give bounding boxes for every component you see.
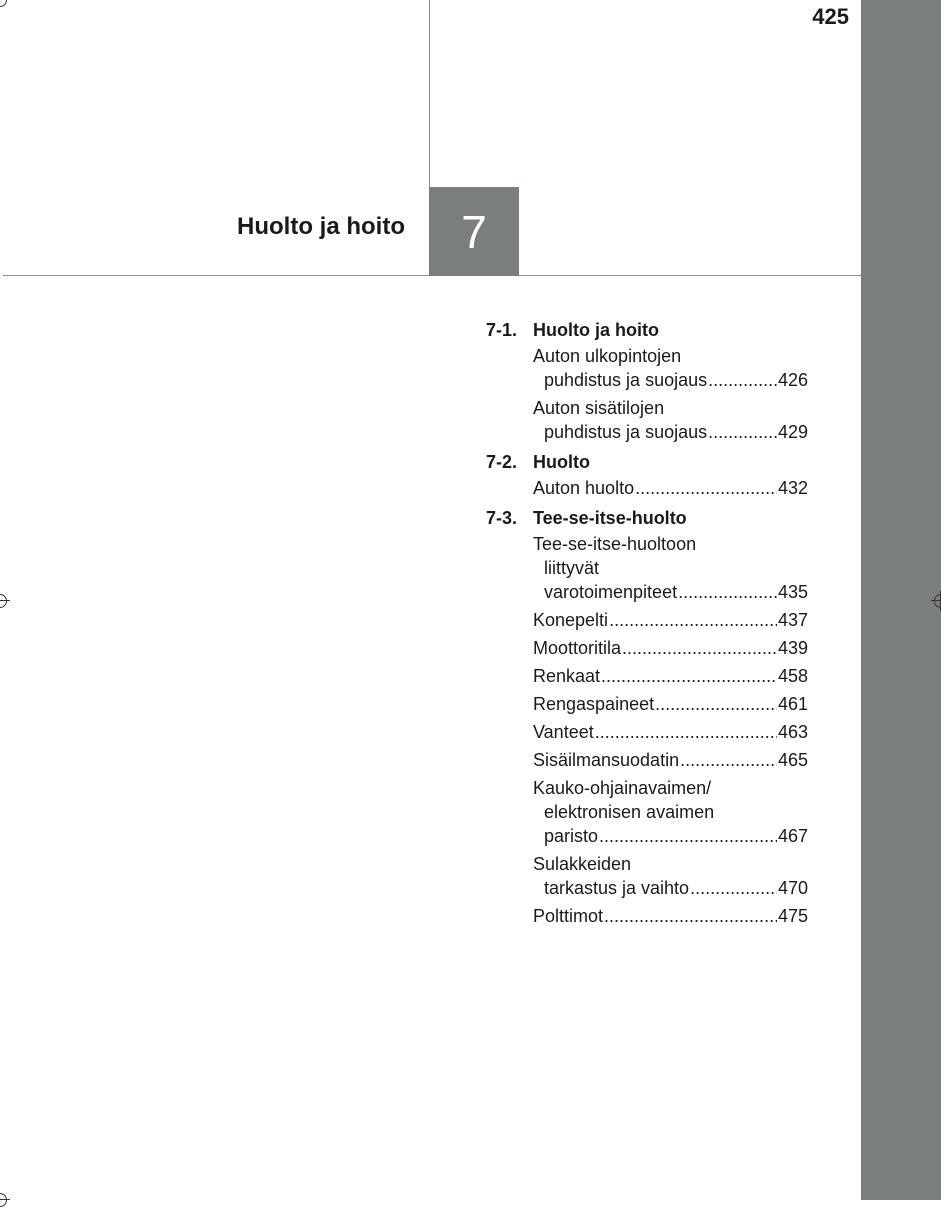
toc-entry-text: Vanteet — [533, 722, 594, 742]
toc-section-heading — [486, 318, 808, 342]
toc-page-number: 426 — [777, 370, 808, 390]
toc-entry[interactable] — [533, 344, 808, 392]
toc-entry-text: elektronisen avaimen — [544, 802, 715, 822]
toc-page-number: 432 — [777, 478, 808, 498]
toc-page-number: 439 — [777, 638, 808, 658]
section-number: 7-3. — [486, 508, 518, 528]
toc-entry-text: puhdistus ja suojaus — [544, 422, 708, 442]
toc-entry-text: Sulakkeiden — [533, 854, 632, 874]
toc-page-number: 435 — [777, 582, 808, 602]
section-title: Huolto — [533, 452, 590, 472]
vertical-divider — [429, 0, 430, 188]
toc-page-number: 437 — [777, 610, 808, 630]
toc-section-heading — [486, 450, 808, 474]
dot-leader — [604, 904, 777, 928]
registration-mark-icon — [0, 1190, 10, 1210]
toc-entry[interactable] — [533, 720, 808, 744]
toc-entry-text: Rengaspaineet — [533, 694, 655, 714]
dot-leader — [601, 664, 777, 688]
toc-entry[interactable] — [533, 636, 808, 660]
toc-entry-text: paristo — [544, 826, 599, 846]
dot-leader — [635, 476, 777, 500]
toc-page-number: 461 — [777, 694, 808, 714]
dot-leader — [622, 636, 777, 660]
chapter-number: 7 — [461, 205, 487, 258]
toc-entry-text: Auton sisätilojen — [533, 398, 665, 418]
dot-leader — [690, 876, 777, 900]
page-number: 425 — [812, 4, 849, 29]
registration-mark-icon — [0, 0, 10, 10]
toc-entry-text: Sisäilmansuodatin — [533, 750, 680, 770]
section-title: Huolto ja hoito — [533, 320, 659, 340]
dot-leader — [609, 608, 777, 632]
toc-entry-text: Moottoritila — [533, 638, 622, 658]
chapter-side-tab — [861, 0, 941, 1200]
toc-entry-text: Konepelti — [533, 610, 609, 630]
chapter-title: Huolto ja hoito — [237, 213, 405, 240]
dot-leader — [708, 368, 777, 392]
toc-page-number: 467 — [777, 826, 808, 846]
toc-entry[interactable] — [533, 852, 808, 900]
toc-page-number: 463 — [777, 722, 808, 742]
toc-entry-text: Kauko-ohjainavaimen/ — [533, 778, 712, 798]
registration-mark-icon — [931, 591, 941, 611]
toc-entry[interactable] — [533, 748, 808, 772]
dot-leader — [595, 720, 777, 744]
toc-page-number: 458 — [777, 666, 808, 686]
toc-entry-text: Auton ulkopintojen — [533, 346, 682, 366]
toc-page-number: 470 — [777, 878, 808, 898]
toc-entry-text: tarkastus ja vaihto — [544, 878, 690, 898]
toc-page-number: 465 — [777, 750, 808, 770]
toc-entry[interactable] — [533, 532, 808, 604]
toc-entry-text: puhdistus ja suojaus — [544, 370, 708, 390]
toc-entry-text: varotoimenpiteet — [544, 582, 678, 602]
toc-entry-text: Renkaat — [533, 666, 601, 686]
toc-entry-text: Polttimot — [533, 906, 604, 926]
toc-entry[interactable] — [533, 692, 808, 716]
toc-entry[interactable] — [533, 476, 808, 500]
toc-entry-text: Auton huolto — [533, 478, 635, 498]
toc-section-heading — [486, 506, 808, 530]
toc-entry[interactable] — [533, 776, 808, 848]
toc-entry[interactable] — [533, 904, 808, 928]
registration-mark-icon — [0, 591, 10, 611]
toc-page-number: 475 — [777, 906, 808, 926]
toc-page-number: 429 — [777, 422, 808, 442]
toc-entry[interactable] — [533, 608, 808, 632]
dot-leader — [655, 692, 777, 716]
dot-leader — [678, 580, 777, 604]
chapter-number-box — [429, 187, 519, 276]
toc-entry-text: liittyvät — [544, 558, 600, 578]
dot-leader — [599, 824, 777, 848]
section-title: Tee-se-itse-huolto — [533, 508, 687, 528]
dot-leader — [680, 748, 777, 772]
section-number: 7-1. — [486, 320, 518, 340]
toc-entry[interactable] — [533, 664, 808, 688]
table-of-contents — [486, 318, 808, 928]
dot-leader — [708, 420, 777, 444]
toc-entry-text: Tee-se-itse-huoltoon — [533, 534, 697, 554]
section-number: 7-2. — [486, 452, 518, 472]
toc-entry[interactable] — [533, 396, 808, 444]
